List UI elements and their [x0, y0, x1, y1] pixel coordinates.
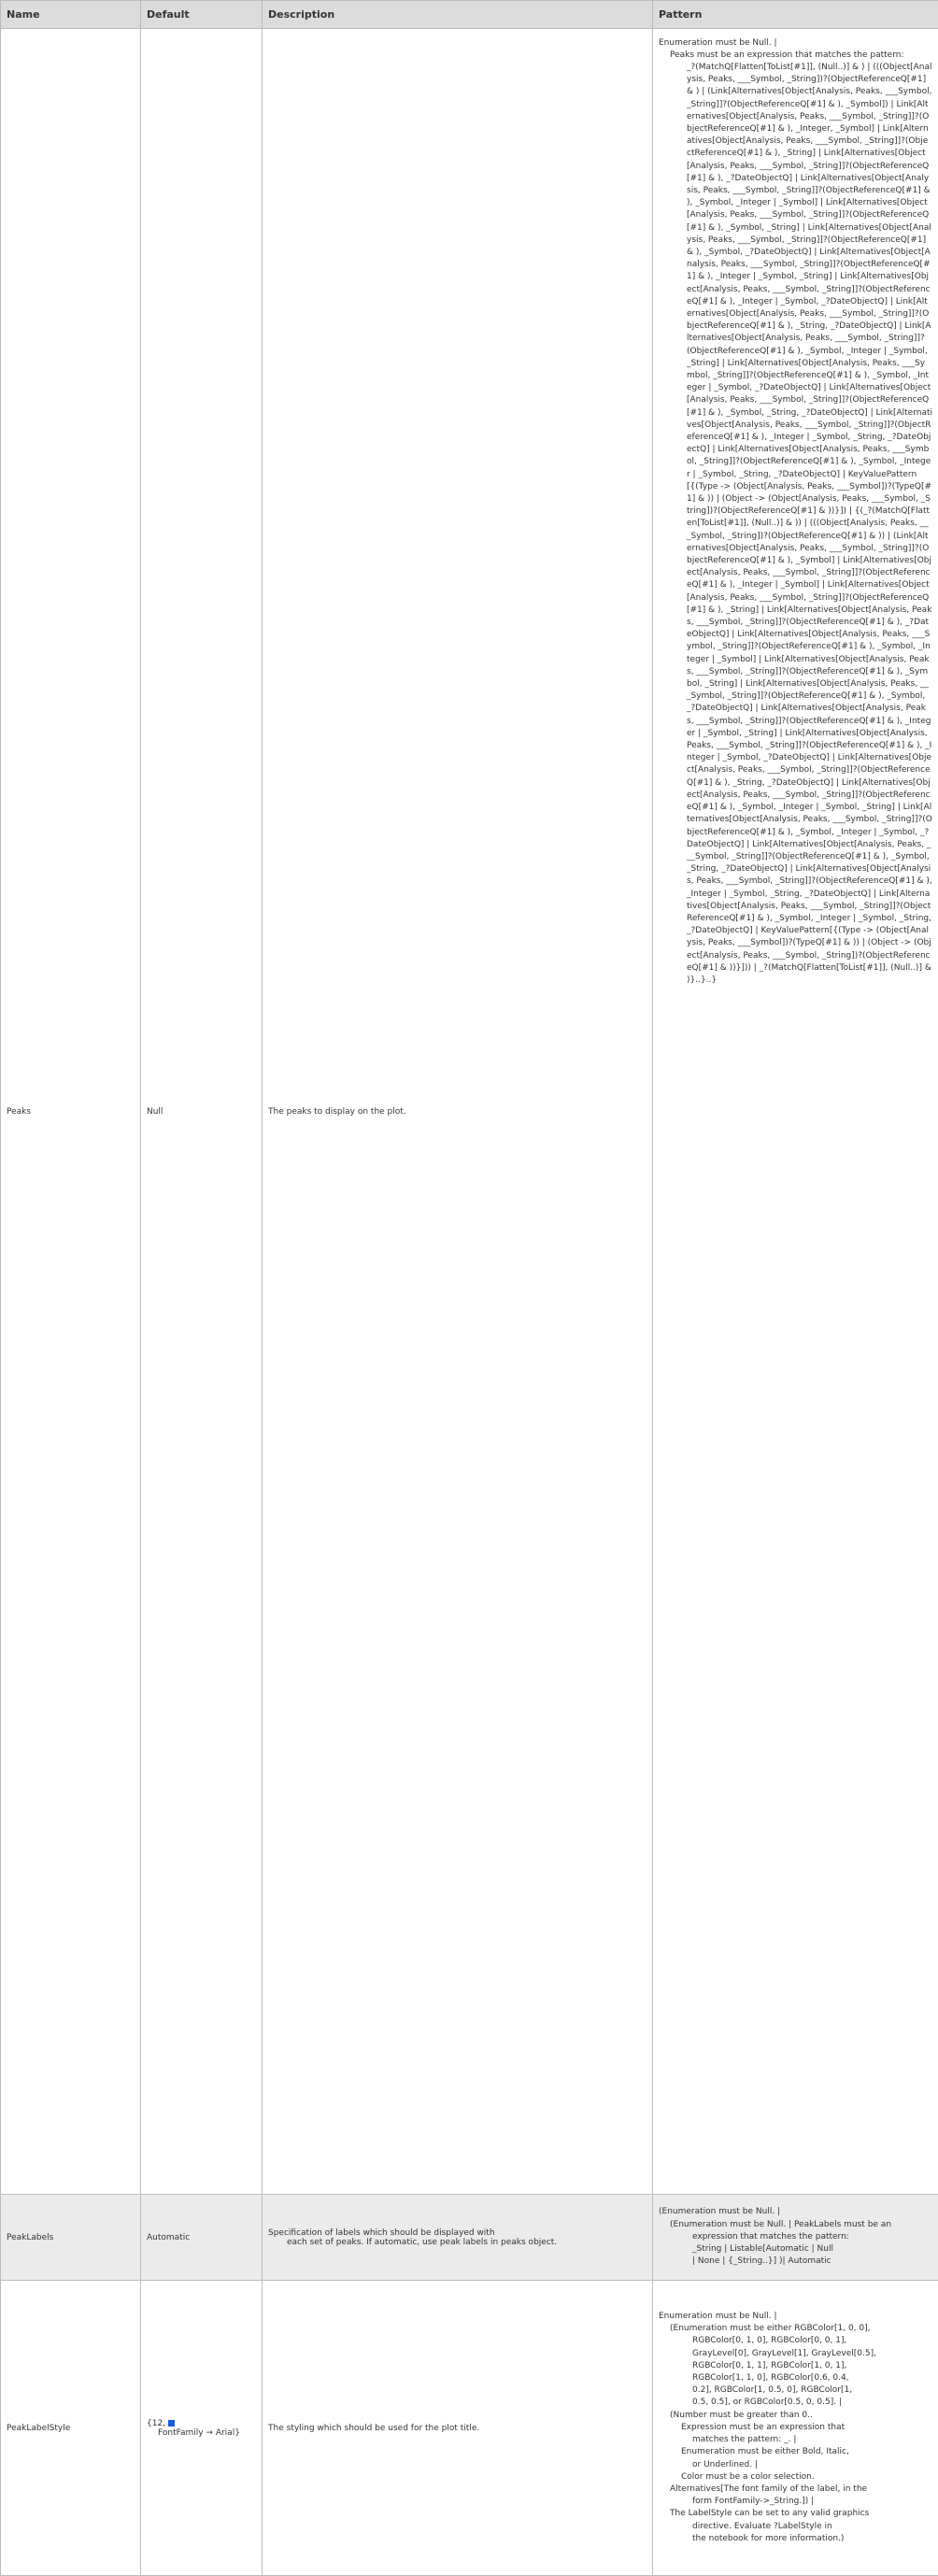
column-header-description: Description — [263, 1, 653, 29]
pattern-line: Enumeration must be either Bold, Italic, — [681, 2447, 849, 2457]
pattern-line: (Enumeration must be Null. | — [659, 2207, 781, 2217]
pattern-line: form FontFamily->_String.]) | — [692, 2497, 815, 2507]
option-name: PeakLabels — [1, 2195, 141, 2281]
pattern-line: (Enumeration must be Null. | PeakLabels must be an — [670, 2219, 892, 2229]
pattern-line: _String | Listable[Automatic | Null — [692, 2244, 833, 2255]
option-name: Peaks — [1, 29, 141, 2195]
option-default: Null — [141, 29, 263, 2195]
table-row — [1, 2195, 938, 2281]
option-pattern — [653, 2281, 938, 2576]
default-line: {12, — [147, 2419, 256, 2428]
description-line: Specification of labels which should be displayed with — [268, 2227, 495, 2238]
column-header-name: Name — [1, 1, 141, 29]
pattern-line: matches the pattern: _. | — [692, 2435, 797, 2445]
pattern-line: directive. Evaluate ?LabelStyle in — [692, 2521, 832, 2531]
default-line: FontFamily → Arial} — [158, 2427, 240, 2438]
table-row — [1, 2281, 938, 2576]
pattern-line: (Number must be greater than 0.. — [670, 2410, 813, 2420]
option-description — [263, 2195, 653, 2281]
pattern-line: RGBColor[1, 1, 0], RGBColor[0.6, 0.4, — [692, 2373, 849, 2384]
pattern-line: or Underlined. | — [692, 2459, 759, 2469]
pattern-expression: _?(MatchQ[Flatten[ToList[#1]], (Null..)] & ) | (((Object[Analysis, Peaks, ___Symbol, _String])?(ObjectReferenceQ[#1] & ) | (Link[Alternatives[Object[Analysis, Peaks, ___Symbol, _String]]?(ObjectReferenceQ[#1] & ), _Symbol]) | Link[Alternatives[Object[Analysis, Peaks, ___Symbol, _String]]?(ObjectReferenceQ[#1] & ), _Integer, _Symbol] | Link[Alternatives[Object[Analysis, Peaks, ___Symbol, _String]]?(ObjectReferenceQ[#1] & ), _String] | Link[Alternatives[Object[Analysis, Peaks, ___Symbol, _String]]?(ObjectReferenceQ[#1] & ), _?DateObjectQ] | Link[Alternatives[Object[Analysis, Peaks, ___Symbol, _String]]?(ObjectReferenceQ[#1] & ), _Symbol, _Integer | _Symbol] | Link[Alternatives[Object[Analysis, Peaks, ___Symbol, _String]]?(ObjectReferenceQ[#1] & ), _Symbol, _String] | Link[Alternatives[Object[Analysis, Peaks, ___Symbol, _String]]?(ObjectReferenceQ[#1] & ), _Symbol, _?DateObjectQ] | Link[Alternatives[Object[Analysis, Peaks, ___Symbol, _String]]?(ObjectReferenceQ[#1] & ), _Integer | _Symbol, _String] | Link[Alternatives[Object[Analysis, Peaks, ___Symbol, _String]]?(ObjectReferenceQ[#1] & ), _Integer | _Symbol, _?DateObjectQ] | Link[Alternatives[Object[Analysis, Peaks, ___Symbol, _String]]?(ObjectReferenceQ[#1] & ), _String, _?DateObjectQ] | Link[Alternatives[Object[Analysis, Peaks, ___Symbol, _String]]?(ObjectReferenceQ[#1] & ), _Symbol, _Integer | _Symbol, _String] | Link[Alternatives[Object[Analysis, Peaks, ___Symbol, _String]]?(ObjectReferenceQ[#1] & ), _Symbol, _Integer | _Symbol, _?DateObjectQ] | Link[Alternatives[Object[Analysis, Peaks, ___Symbol, _String]]?(ObjectReferenceQ[#1] & ), _Symbol, _String, _?DateObjectQ] | Link[Alternatives[Object[Analysis, Peaks, ___Symbol, _String]]?(ObjectReferenceQ[#1] & ), _Integer | _Symbol, _String, _?DateObjectQ] | Link[Alternatives[Object[Analysis, Peaks, ___Symbol, _String]]?(ObjectReferenceQ[#1] & ), _Symbol, _Integer | _Symbol, _String, _?DateObjectQ] | KeyValuePattern[{(Type -> (Object[Analysis, Peaks, ___Symbol])?(TypeQ[#1] & )) | (Object -> (Object[Analysis, Peaks, ___Symbol, _String])?(ObjectReferenceQ[#1] & ))}]) | {(_?(MatchQ[Flatten[ToList[#1]], (Null..)] & )) | (((Object[Analysis, Peaks, ___Symbol, _String])?(ObjectReferenceQ[#1] & )) | (Link[Alternatives[Object[Analysis, Peaks, ___Symbol, _String]]?(ObjectReferenceQ[#1] & ), _Symbol] | Link[Alternatives[Object[Analysis, Peaks, ___Symbol, _String]]?(ObjectReferenceQ[#1] & ), _Integer | _Symbol] | Link[Alternatives[Object[Analysis, Peaks, ___Symbol, _String]]?(ObjectReferenceQ[#1] & ), _String] | Link[Alternatives[Object[Analysis, Peaks, ___Symbol, _String]]?(ObjectReferenceQ[#1] & ), _?DateObjectQ] | Link[Alternatives[Object[Analysis, Peaks, ___Symbol, _String]]?(ObjectReferenceQ[#1] & ), _Symbol, _Integer | _Symbol] | Link[Alternatives[Object[Analysis, Peaks, ___Symbol, _String]]?(ObjectReferenceQ[#1] & ), _Symbol, _String] | Link[Alternatives[Object[Analysis, Peaks, ___Symbol, _String]]?(ObjectReferenceQ[#1] & ), _Symbol, _?DateObjectQ] | Link[Alternatives[Object[Analysis, Peaks, ___Symbol, _String]]?(ObjectReferenceQ[#1] & ), _Integer | _Symbol, _String] | Link[Alternatives[Object[Analysis, Peaks, ___Symbol, _String]]?(ObjectReferenceQ[#1] & ), _Integer | _Symbol, _?DateObjectQ] | Link[Alternatives[Object[Analysis, Peaks, ___Symbol, _String]]?(ObjectReferenceQ[#1] & ), _String, _?DateObjectQ] | Link[Alternatives[Object[Analysis, Peaks, ___Symbol, _String]]?(ObjectReferenceQ[#1] & ), _Symbol, _Integer | _Symbol, _String] | Link[Alternatives[Object[Analysis, Peaks, ___Symbol, _String]]?(ObjectReferenceQ[#1] & ), _Symbol, _Integer | _Symbol, _?DateObjectQ] | Link[Alternatives[Object[Analysis, Peaks, ___Symbol, _String]]?(ObjectReferenceQ[#1] & ), _Symbol, _String, _?DateObjectQ] | Link[Alternatives[Object[Analysis, Peaks, ___Symbol, _String]]?(ObjectReferenceQ[#1] & ), _Integer | _Symbol, _String, _?DateObjectQ] | Link[Alternatives[Object[Analysis, Peaks, ___Symbol, _String]]?(ObjectReferenceQ[#1] & ), _Symbol, _Integer | _Symbol, _String, _?DateObjectQ] | KeyValuePattern[{(Type -> (Object[Analysis, Peaks, ___Symbol])?(TypeQ[#1] & )) | (Object -> (Object[Analysis, Peaks, ___Symbol, _String])?(ObjectReferenceQ[#1] & ))}])) | _?(MatchQ[Flatten[ToList[#1]], (Null..)] & )}..}..} — [687, 62, 932, 985]
option-default: Automatic — [141, 2195, 263, 2281]
option-description: The peaks to display on the plot. — [263, 29, 653, 2195]
pattern-line: | None | {_String..}] )| Automatic — [692, 2256, 831, 2267]
table-row — [1, 29, 938, 2195]
column-header-default: Default — [141, 1, 263, 29]
pattern-line: The LabelStyle can be set to any valid graphics — [670, 2509, 870, 2519]
pattern-line: 0.5, 0.5], or RGBColor[0.5, 0, 0.5]. | — [692, 2398, 842, 2408]
option-description: The styling which should be used for the plot title. — [263, 2281, 653, 2576]
pattern-line: RGBColor[0, 1, 0], RGBColor[0, 0, 1], — [692, 2336, 847, 2346]
option-pattern — [653, 2195, 938, 2281]
column-header-pattern: Pattern — [653, 1, 938, 29]
pattern-line: 0.2], RGBColor[1, 0.5, 0], RGBColor[1, — [692, 2385, 853, 2396]
pattern-line: GrayLevel[0], GrayLevel[1], GrayLevel[0.5], — [692, 2348, 876, 2358]
option-pattern — [653, 29, 938, 2195]
pattern-line: expression that matches the pattern: — [692, 2231, 849, 2242]
pattern-line: the notebook for more information.) — [692, 2533, 845, 2543]
table-header-row — [1, 1, 938, 29]
pattern-line: Enumeration must be Null. | — [659, 2312, 777, 2322]
pattern-line: Expression must be an expression that — [681, 2422, 846, 2432]
description-line: each set of peaks. If automatic, use peak labels in peaks object. — [287, 2237, 558, 2247]
pattern-head: Enumeration must be Null. | — [659, 37, 777, 48]
option-name: PeakLabelStyle — [1, 2281, 141, 2576]
pattern-line: Alternatives[The font family of the label, in the — [670, 2483, 868, 2494]
pattern-line: Color must be a color selection. — [681, 2471, 815, 2482]
option-default — [141, 2281, 263, 2576]
pattern-intro: Peaks must be an expression that matches the pattern: — [670, 50, 904, 60]
pattern-line: (Enumeration must be either RGBColor[1, 0, 0], — [670, 2324, 871, 2334]
color-swatch — [168, 2420, 175, 2427]
pattern-line: RGBColor[0, 1, 1], RGBColor[1, 0, 1], — [692, 2360, 847, 2370]
